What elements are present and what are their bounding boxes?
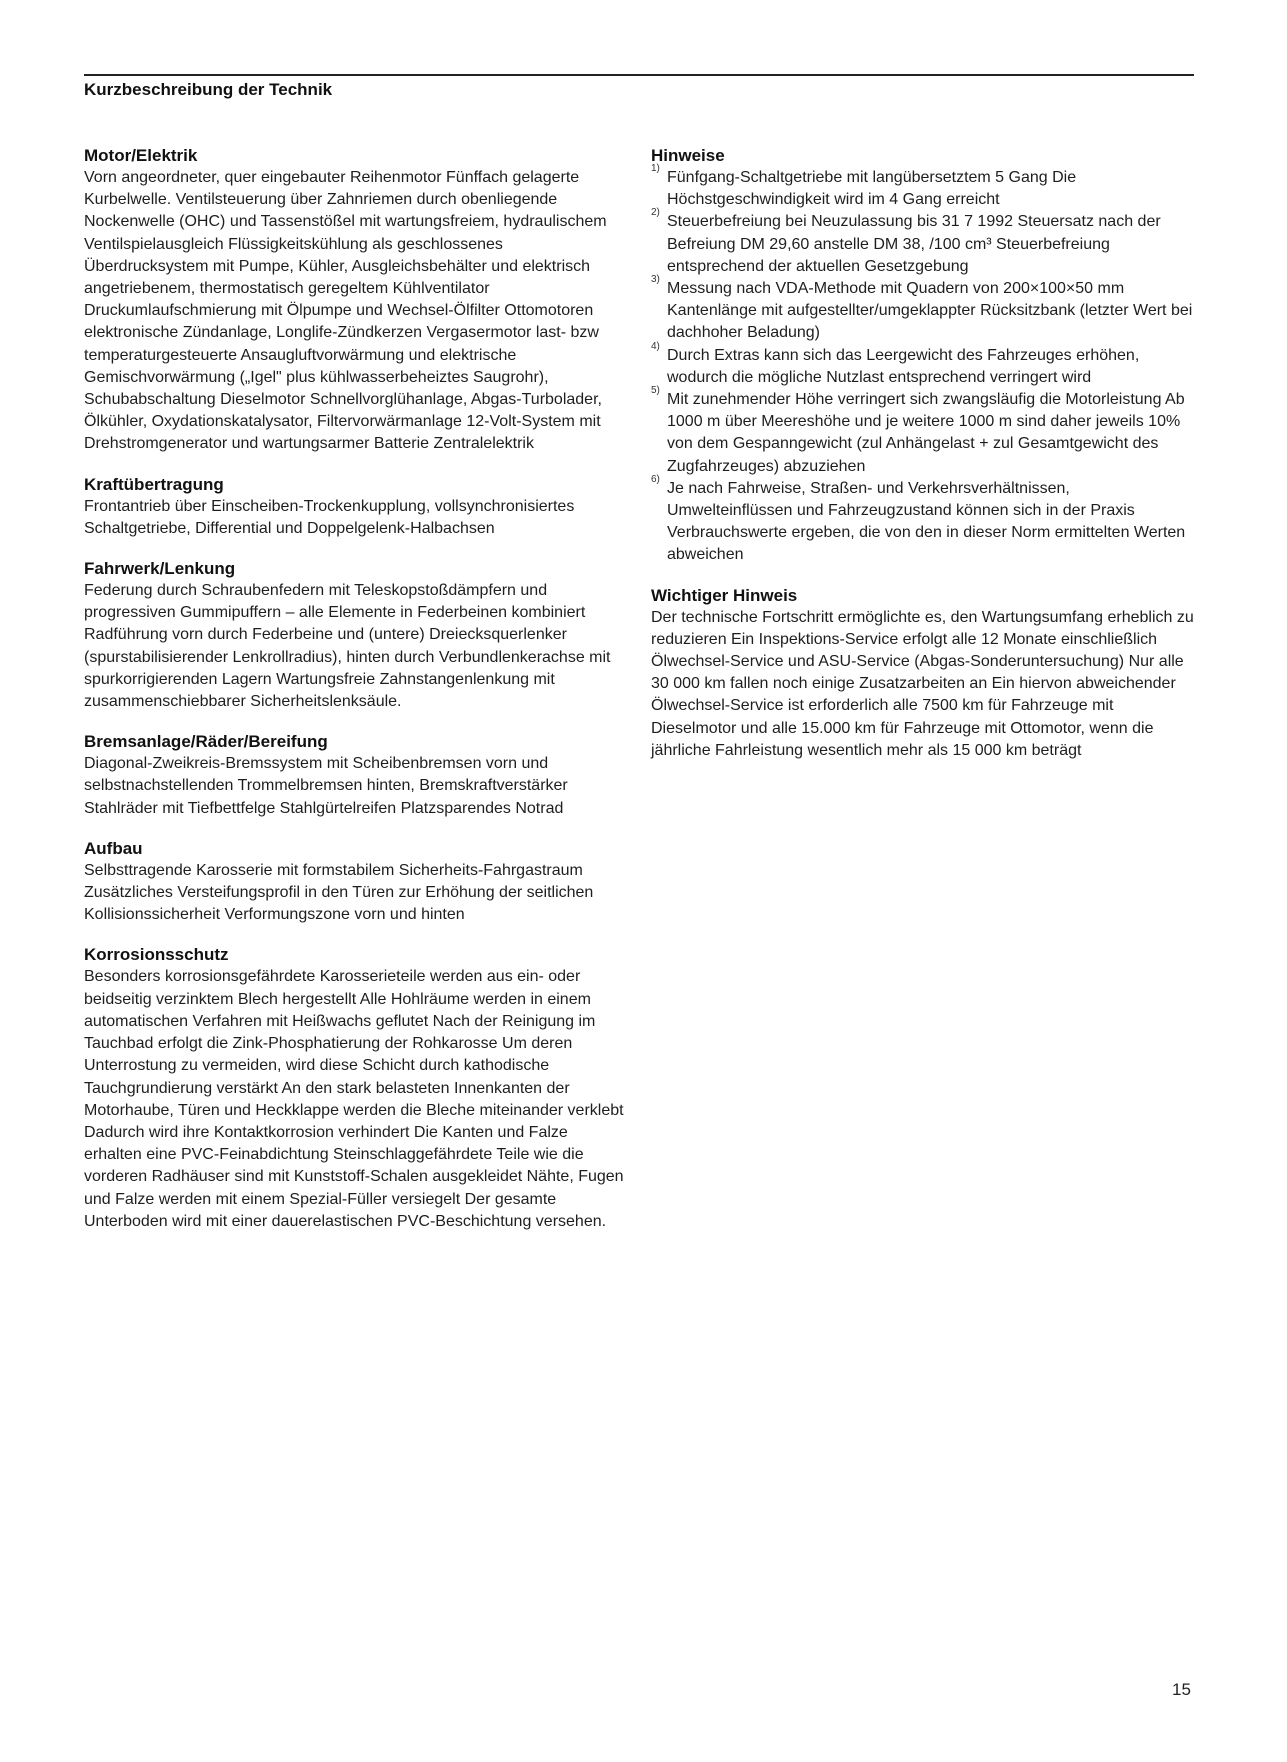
section-title: Motor/Elektrik	[84, 146, 198, 165]
section-body: Selbsttragende Karosserie mit formstabilem Sicherheits-Fahrgastraum Zusätzliches Versteifungsprofil in den Türen zur Erhöhung der seitlichen Kollisionssicherheit Verformungszone vorn und hinten	[84, 861, 594, 924]
footnote-text: Fünfgang-Schaltgetriebe mit langübersetztem 5 Gang Die Höchstgeschwindigkeit wird im 4 Gang erreicht	[667, 169, 1077, 209]
section-hinweise	[651, 145, 1196, 567]
footnote-number: 1)	[651, 163, 660, 174]
footnote	[651, 473, 1196, 567]
section-body: Frontantrieb über Einscheiben-Trockenkupplung, vollsynchronisiertes Schaltgetriebe, Differential und Doppelgelenk-Halbachsen	[84, 497, 575, 537]
section-body: Der technische Fortschritt ermöglichte es, den Wartungsumfang erheblich zu reduzieren Ein Inspektions-Service erfolgt alle 12 Monate einschließlich Ölwechsel-Service und ASU-Service (Abgas-Sonderuntersuchung) Nur alle 30 000 km fallen noch einige Zusatzarbeiten an Ein hiervon abweichender Ölwechsel-Service ist erforderlich alle 7500 km für Fahrzeuge mit Dieselmotor und alle 15.000 km für Fahrzeuge mit Ottomotor, wenn die jährliche Fahrleistung wesentlich mehr als 15 000 km beträgt	[651, 608, 1194, 759]
footnote-number: 2)	[651, 207, 660, 219]
footnote	[651, 340, 1196, 389]
footnote-list	[651, 163, 1196, 567]
section-title: Wichtiger Hinweis	[651, 585, 798, 605]
section-title: Hinweise	[651, 146, 725, 165]
section-title: Kraftübertragung	[84, 474, 224, 494]
page-title: Kurzbeschreibung der Technik	[84, 80, 333, 99]
footnote-text: Je nach Fahrweise, Straßen- und Verkehrsverhältnissen, Umwelteinflüssen und Fahrzeugzustand können sich in der Praxis Verbrauchswerte ergeben, die von den in dieser Norm ermittelten Werten abweichen	[667, 479, 1186, 564]
section-bremsanlage	[84, 731, 629, 820]
footnote-text: Mit zunehmender Höhe verringert sich zwangsläufig die Motorleistung Ab 1000 m über Meereshöhe und je weitere 1000 m sind daher jeweils 10% von dem Gespanngewicht (zul Anhängelast + zul Gesamtgewicht des Zugfahrzeuges) abzuziehen	[667, 391, 1185, 475]
left-column	[84, 145, 629, 1251]
footnote-text: Durch Extras kann sich das Leergewicht des Fahrzeuges erhöhen, wodurch die mögliche Nutzlast entsprechend verringert wird	[667, 346, 1140, 386]
section-title: Fahrwerk/Lenkung	[84, 559, 236, 579]
section-fahrwerk-lenkung	[84, 558, 629, 713]
section-body: Federung durch Schraubenfedern mit Teleskopstoßdämpfern und progressiven Gummipuffern – alle Elemente in Federbeinen kombiniert Radführung vorn durch Federbeine und (untere) Dreiecksquerlenker (spurstabilisierender Lenkrollradius), hinten durch Verbundlenkerachse mit spurkorrigierenden Lagern Wartungsfreie Zahnstangenlenkung mit zusammenschiebbarer Sicherheitslenksäule.	[84, 582, 611, 711]
footnote-number: 4)	[651, 340, 660, 352]
header-rule	[84, 74, 1194, 76]
footnote-number: 6)	[651, 473, 660, 485]
footnote	[651, 385, 1196, 478]
section-korrosionsschutz	[84, 944, 629, 1232]
section-wichtiger-hinweis	[651, 585, 1196, 762]
footnote-number: 5)	[651, 385, 660, 397]
footnote	[651, 207, 1196, 278]
section-title: Korrosionsschutz	[84, 945, 229, 965]
footnote-text: Steuerbefreiung bei Neuzulassung bis 31 7 1992 Steuersatz nach der Befreiung DM 29,60 anstelle DM 38, /100 cm³ Steuerbefreiung entsprechend der aktuellen Gesetzgebung	[667, 213, 1161, 275]
section-body: Vorn angeordneter, quer eingebauter Reihenmotor Fünffach gelagerte Kurbelwelle. Ventilsteuerung über Zahnriemen durch obenliegende Nockenwelle (OHC) und Tassenstößel mit wartungsfreiem, hydraulischem Ventilspielausgleich Flüssigkeitskühlung als geschlossenes Überdrucksystem mit Pumpe, Kühler, Ausgleichsbehälter und elektrisch angetriebenem, thermostatisch geregeltem Kühlventilator Druckumlaufschmierung mit Ölpumpe und Wechsel-Ölfilter Ottomotoren elektronische Zündanlage, Longlife-Zündkerzen Vergasermotor last- bzw temperaturgesteuerte Ansaugluftvorwärmung und elektrische Gemischvorwärmung („Igel" plus kühlwasserbeheiztes Saugrohr), Schubabschaltung Dieselmotor Schnellvorglühanlage, Abgas-Turbolader, Ölkühler, Oxydationskatalysator, Filtervorwärmanlage 12-Volt-System mit Drehstromgenerator und wartungsarmer Batterie Zentralelektrik	[84, 169, 607, 453]
page-number: 15	[1172, 1680, 1191, 1699]
section-title: Bremsanlage/Räder/Bereifung	[84, 732, 328, 752]
footnote-number: 3)	[651, 274, 660, 286]
section-title: Aufbau	[84, 838, 143, 858]
section-aufbau	[84, 838, 629, 927]
footnote	[651, 274, 1196, 345]
footnote	[651, 163, 1196, 211]
section-body: Diagonal-Zweikreis-Bremssystem mit Scheibenbremsen vorn und selbstnachstellenden Trommelbremsen hinten, Bremskraftverstärker Stahlräder mit Tiefbettfelge Stahlgürtelreifen Platzsparendes Notrad	[84, 755, 568, 817]
section-body: Besonders korrosionsgefährdete Karosserieteile werden aus ein- oder beidseitig verzinktem Blech hergestellt Alle Hohlräume werden in einem automatischen Verfahren mit Heißwachs geflutet Nach der Reinigung im Tauchbad erfolgt die Zink-Phosphatierung der Rohkarosse Um deren Unterrostung zu vermeiden, wird diese Schicht durch kathodische Tauchgrundierung verstärkt An den stark belasteten Innenkanten der Motorhaube, Türen und Heckklappe werden die Bleche miteinander verklebt Dadurch wird ihre Kontaktkorrosion verhindert Die Kanten und Falze erhalten eine PVC-Feinabdichtung Steinschlaggefährdete Teile wie die vorderen Radhäuser sind mit Kunststoff-Schalen ausgekleidet Nähte, Fugen und Falze werden mit einem Spezial-Füller versiegelt Der gesamte Unterboden wird mit einer dauerelastischen PVC-Beschichtung versehen.	[84, 968, 624, 1230]
section-motor-elektrik	[84, 145, 629, 456]
right-column	[651, 145, 1196, 780]
section-kraftuebertragung	[84, 474, 629, 540]
footnote-text: Messung nach VDA-Methode mit Quadern von 200×100×50 mm Kantenlänge mit aufgestellter/umgeklappter Rücksitzbank (letzter Wert bei dachhoher Beladung)	[667, 280, 1193, 342]
